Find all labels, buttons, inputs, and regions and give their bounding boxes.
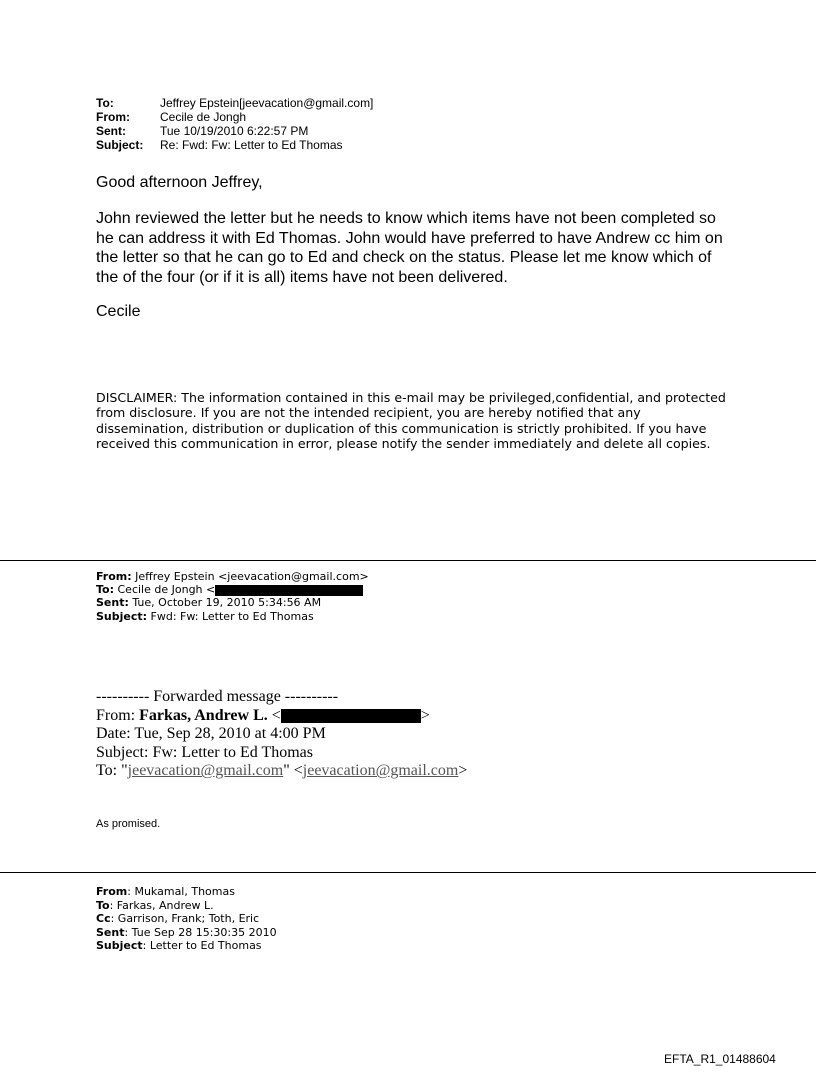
sent-row [96, 124, 373, 138]
forward-subject: Subject: Fw: Letter to Ed Thomas [96, 743, 314, 761]
forward-date: Date: Tue, Sep 28, 2010 at 4:00 PM [96, 725, 326, 743]
redaction-bar [281, 709, 421, 723]
to-row-3 [96, 899, 277, 913]
from-row [96, 110, 373, 124]
divider [0, 560, 816, 561]
from-label-3: From [96, 885, 128, 898]
to-label-2: To: [96, 583, 114, 597]
from-label: From: [96, 110, 130, 124]
subject-value-2: Fwd: Fw: Letter to Ed Thomas [150, 609, 314, 623]
from-value: Cecile de Jongh [160, 110, 247, 124]
forward-from-name: Farkas, Andrew L. [139, 706, 268, 724]
forward-to-suffix: > [458, 762, 468, 780]
forward-to-mid: " < [283, 762, 303, 780]
sent-value: Tue 10/19/2010 6:22:57 PM [160, 124, 309, 138]
forwarded-message [96, 688, 467, 781]
subject-row-2 [96, 610, 369, 623]
subject-label-3: Subject [96, 939, 143, 953]
sent-row-2 [96, 596, 369, 609]
disclaimer: DISCLAIMER: The information contained in this e-mail may be privileged,confidential, and protected from disclosure. If you are not the intended recipient, you are hereby notified that any dissemination, distribution or duplication of this communication is strictly prohibited. If you have received this communication in error, please notify the sender immediately and delete all copies. [96, 390, 726, 451]
from-row-2 [96, 570, 369, 583]
from-row-3 [96, 885, 277, 899]
document-id: EFTA_R1_01488604 [664, 1052, 776, 1066]
subject-value-3: : Letter to Ed Thomas [142, 939, 262, 953]
cc-label-3: Cc [96, 912, 111, 926]
cc-value-3: : Garrison, Frank; Toth, Eric [110, 912, 260, 926]
forward-from-close: > [420, 706, 430, 724]
to-value: Jeffrey Epstein[jeevacation@gmail.com] [160, 96, 374, 110]
sent-row-3 [96, 926, 277, 940]
greeting: Good afternoon Jeffrey, [96, 174, 263, 191]
to-label: To: [96, 96, 114, 110]
email-link[interactable]: jeevacation@gmail.com [302, 762, 459, 780]
divider [0, 872, 816, 873]
sent-label-3: Sent [96, 925, 125, 939]
to-value-2: Cecile de Jongh < [117, 583, 216, 597]
from-label-2: From: [96, 570, 132, 583]
redaction-bar [215, 585, 363, 596]
subject-label: Subject: [96, 138, 144, 152]
cc-row-3 [96, 912, 277, 926]
subject-row-3 [96, 939, 277, 953]
forward-note: As promised. [96, 818, 161, 830]
forward-from-label: From: [96, 706, 136, 724]
to-value-3: : Farkas, Andrew L. [109, 898, 214, 912]
forward-from-open: < [271, 706, 281, 724]
message-body: John reviewed the letter but he needs to know which items have not been completed so he can address it with Ed Thomas. John would have preferred to have Andrew cc him on the letter so that he can go to Ed and check on the status. Please let me know which of the of the four (or if it is all) items have not been delivered. [96, 210, 723, 286]
sent-value-3: : Tue Sep 28 15:30:35 2010 [124, 925, 277, 939]
email-header-3 [96, 885, 277, 953]
forward-from [96, 707, 467, 726]
sent-label: Sent: [96, 124, 126, 138]
subject-label-2: Subject: [96, 609, 148, 623]
forward-to [96, 762, 467, 781]
subject-row [96, 138, 373, 152]
to-row-2 [96, 583, 369, 596]
from-value-2: Jeffrey Epstein <jeevacation@gmail.com> [135, 570, 369, 583]
to-row [96, 96, 373, 110]
email-link[interactable]: jeevacation@gmail.com [127, 762, 284, 780]
email-header [96, 96, 373, 152]
sent-value-2: Tue, October 19, 2010 5:34:56 AM [132, 596, 322, 610]
forward-to-prefix: To: " [96, 762, 128, 780]
subject-value: Re: Fwd: Fw: Letter to Ed Thomas [160, 138, 343, 152]
forward-separator: ---------- Forwarded message ---------- [96, 688, 339, 705]
from-value-3: : Mukamal, Thomas [127, 885, 235, 898]
email-header-2 [96, 570, 369, 623]
to-label-3: To [96, 898, 110, 912]
signature: Cecile [96, 303, 141, 320]
sent-label-2: Sent: [96, 596, 129, 610]
